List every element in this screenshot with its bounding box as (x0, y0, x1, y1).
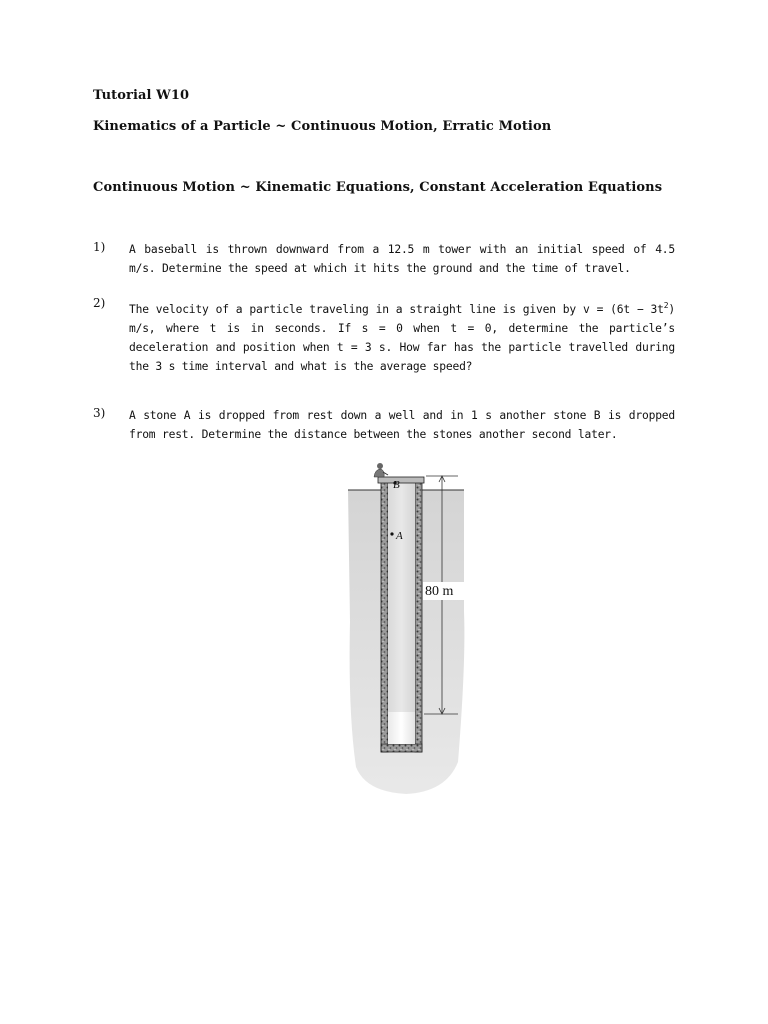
question-number: 1) (93, 240, 106, 254)
well-bottom (381, 744, 422, 752)
question-text-part: The velocity of a particle traveling in a straight line is given by v = (6t − 3t (129, 302, 664, 316)
person-figure (374, 463, 388, 477)
question-text: A baseball is thrown downward from a 12.5 m tower with an initial speed of 4.5 m/s. Determine the speed at which it hits the ground and the time of travel. (129, 243, 675, 275)
stone-a (390, 532, 393, 535)
question-number: 2) (93, 296, 106, 310)
well-diagram (326, 462, 486, 802)
label-b: B (393, 479, 400, 491)
question-text: A stone A is dropped from rest down a well and in 1 s another stone B is dropped from rest. Determine the distance between the stones another second later. (129, 409, 675, 441)
question-text-part: ) m/s, where t is in seconds. If s = 0 when t = 0, determine the particle’s deceleration and position when t = 3 s. How far has the particle travelled during the 3 s time interval and what is the average speed? (129, 302, 675, 373)
exponent: 2 (663, 301, 669, 310)
label-a: A (396, 530, 403, 542)
well-wall-left (381, 482, 388, 752)
section-heading: Continuous Motion ~ Kinematic Equations, Constant Acceleration Equations (93, 180, 663, 195)
well-wall-right (415, 482, 422, 752)
well-top-slab (378, 477, 424, 483)
question-number: 3) (93, 406, 106, 420)
question-text (129, 296, 675, 376)
tutorial-subtitle: Kinematics of a Particle ~ Continuous Motion, Erratic Motion (93, 119, 552, 134)
well-shaft-shadow (388, 482, 415, 712)
dimension-label: 80 m (425, 584, 454, 599)
well-illustration (326, 462, 486, 802)
tutorial-title: Tutorial W10 (93, 88, 190, 103)
